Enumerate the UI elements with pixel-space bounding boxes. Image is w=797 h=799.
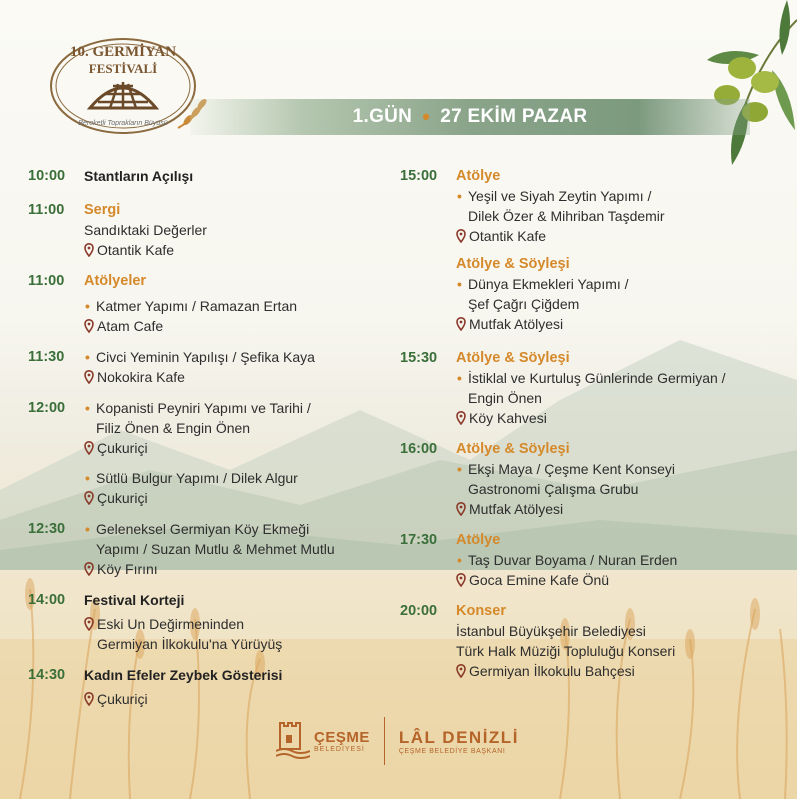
event-row	[400, 166, 780, 334]
bullet-icon: •	[457, 188, 462, 204]
location-text: Köy Kahvesi	[469, 410, 547, 426]
event-location	[84, 367, 378, 387]
event-item	[456, 459, 780, 479]
schedule-left-column	[28, 166, 378, 720]
event-location	[456, 499, 780, 519]
event-location	[456, 226, 780, 246]
event-item	[456, 550, 780, 570]
location-text: Eski Un Değirmeninden	[97, 616, 245, 632]
event-item-cont	[84, 539, 378, 559]
event-item-text: Dünya Ekmekleri Yapımı /	[468, 276, 629, 292]
cesme-subtitle: BELEDİYESİ	[314, 746, 365, 753]
bullet-icon: •	[85, 349, 90, 365]
event-item-text: Kopanisti Peyniri Yapımı ve Tarihi /	[96, 400, 311, 416]
event-location	[456, 314, 780, 334]
event-time: 14:30	[28, 667, 66, 683]
event-time: 12:30	[28, 521, 66, 537]
event-item-text: Geleneksel Germiyan Köy Ekmeği	[96, 521, 310, 537]
logo-line1: 10. GERMİYAN	[69, 44, 177, 60]
event-item	[84, 296, 378, 316]
location-text: Köy Fırını	[97, 561, 158, 577]
event-item	[456, 274, 780, 294]
banner-day: 1.GÜN	[352, 106, 413, 127]
event-row	[400, 601, 780, 681]
event-category: Atölye & Söyleşi	[456, 350, 570, 366]
event-category: Atölye	[456, 168, 501, 184]
event-row	[28, 519, 378, 579]
event-item	[84, 468, 378, 488]
location-pin-icon	[84, 441, 94, 455]
bullet-icon: •	[457, 552, 462, 568]
event-time: 14:00	[28, 592, 66, 608]
event-row	[28, 200, 378, 260]
event-location	[84, 689, 378, 709]
event-item-text: Filiz Önen & Engin Önen	[96, 420, 251, 436]
event-title: Stantların Açılışı	[84, 168, 194, 184]
day-banner	[190, 99, 750, 135]
bullet-icon: •	[457, 276, 462, 292]
location-pin-icon	[456, 229, 466, 243]
bullet-icon: •	[85, 298, 90, 314]
event-row	[400, 530, 780, 590]
location-pin-icon	[456, 664, 466, 678]
event-item-cont	[84, 418, 378, 438]
event-item-cont	[456, 294, 780, 314]
location-pin-icon	[456, 317, 466, 331]
event-time: 16:00	[400, 441, 438, 457]
location-text: Otantik Kafe	[97, 242, 175, 258]
event-item	[456, 186, 780, 206]
location-text: Çukuriçi	[97, 490, 148, 506]
event-time: 11:00	[28, 273, 65, 289]
event-location	[84, 559, 378, 579]
event-row	[28, 347, 378, 387]
location-text: Germiyan İlkokulu'na Yürüyüş	[97, 636, 283, 652]
event-item-text: Yapımı / Suzan Mutlu & Mehmet Mutlu	[96, 541, 335, 557]
event-item-text: Yeşil ve Siyah Zeytin Yapımı /	[468, 188, 652, 204]
event-item	[84, 347, 378, 367]
event-category: Atölyeler	[84, 273, 147, 289]
event-item	[84, 398, 378, 418]
location-text: Otantik Kafe	[469, 228, 547, 244]
logo-tagline: Bereketli Toprakların Büyüsü	[78, 120, 168, 127]
bullet-icon: •	[85, 521, 90, 537]
event-location	[456, 570, 780, 590]
bullet-icon: •	[457, 370, 462, 386]
location-text: Çukuriçi	[97, 440, 148, 456]
event-line: Türk Halk Müziği Topluluğu Konseri	[456, 643, 676, 659]
event-time: 15:30	[400, 350, 438, 366]
mayor-title: ÇEŞME BELEDİYE BAŞKANI	[398, 747, 506, 755]
event-item-text: Gastronomi Çalışma Grubu	[468, 481, 639, 497]
logo-line2: FESTİVALİ	[88, 61, 158, 76]
event-item	[84, 519, 378, 539]
location-pin-icon	[84, 370, 94, 384]
event-time: 15:00	[400, 168, 438, 184]
location-text: Atam Cafe	[97, 318, 164, 334]
location-pin-icon	[456, 573, 466, 587]
banner-date: 27 EKİM PAZAR	[440, 106, 588, 127]
event-item-text: Sütlü Bulgur Yapımı / Dilek Algur	[96, 470, 298, 486]
location-text: Germiyan İlkokulu Bahçesi	[469, 663, 635, 679]
event-time: 17:30	[400, 532, 438, 548]
event-location	[84, 240, 378, 260]
event-row	[400, 439, 780, 519]
event-item-text: Katmer Yapımı / Ramazan Ertan	[96, 298, 298, 314]
event-item-cont	[456, 479, 780, 499]
location-text: Goca Emine Kafe Önü	[469, 572, 610, 588]
location-pin-icon	[456, 411, 466, 425]
location-pin-icon	[84, 491, 94, 505]
olive-branch-decoration	[687, 0, 797, 175]
event-category: Atölye & Söyleşi	[456, 441, 570, 457]
event-location	[84, 438, 378, 458]
event-title: Festival Korteji	[84, 592, 185, 608]
event-item-text: İstiklal ve Kurtuluş Günlerinde Germiyan /	[468, 370, 726, 386]
bullet-icon: •	[85, 470, 90, 486]
bullet-icon: •	[457, 461, 462, 477]
event-row	[28, 271, 378, 336]
event-item-text: Ekşi Maya / Çeşme Kent Konseyi	[468, 461, 675, 477]
event-time: 20:00	[400, 603, 438, 619]
event-title: Kadın Efeler Zeybek Gösterisi	[84, 667, 283, 683]
event-time: 10:00	[28, 168, 66, 184]
event-item-text: Dilek Özer & Mihriban Taşdemir	[468, 208, 665, 224]
banner-dot: •	[422, 104, 431, 129]
location-text: Mutfak Atölyesi	[469, 501, 564, 517]
event-item-text: Taş Duvar Boyama / Nuran Erden	[468, 552, 678, 568]
event-time: 11:30	[28, 349, 65, 365]
castle-icon	[276, 721, 310, 761]
location-pin-icon	[84, 692, 94, 706]
location-pin-icon	[84, 243, 94, 257]
event-category: Konser	[456, 603, 506, 619]
event-time: 12:00	[28, 400, 66, 416]
mayor-signature	[399, 728, 519, 755]
footer-divider	[384, 717, 385, 765]
event-line: Sandıktaki Değerler	[84, 222, 207, 238]
event-row	[28, 166, 378, 186]
event-category: Sergi	[84, 202, 121, 218]
event-category: Atölye	[456, 532, 501, 548]
event-location	[84, 316, 378, 336]
location-pin-icon	[84, 617, 94, 631]
location-pin-icon	[84, 319, 94, 333]
location-text: Nokokira Kafe	[97, 369, 185, 385]
event-location	[456, 408, 780, 428]
event-row	[28, 590, 378, 654]
cesme-name: ÇEŞME	[314, 729, 370, 746]
event-line: İstanbul Büyükşehir Belediyesi	[456, 623, 646, 639]
event-location-cont	[84, 634, 378, 654]
bullet-icon: •	[85, 400, 90, 416]
cesme-belediyesi-logo	[276, 721, 370, 761]
event-item-text: Civci Yeminin Yapılışı / Şefika Kaya	[96, 349, 315, 365]
footer-logos	[276, 716, 519, 766]
event-category: Atölye & Söyleşi	[456, 256, 570, 272]
event-location	[84, 614, 378, 634]
event-item-text: Engin Önen	[468, 390, 542, 406]
location-pin-icon	[456, 502, 466, 516]
event-item-cont	[456, 206, 780, 226]
event-item	[456, 368, 780, 388]
event-item-cont	[456, 388, 780, 408]
event-row	[400, 348, 780, 428]
event-item-text: Şef Çağrı Çiğdem	[468, 296, 580, 312]
event-row	[28, 665, 378, 709]
location-pin-icon	[84, 562, 94, 576]
event-location	[84, 488, 378, 508]
location-text: Çukuriçi	[97, 691, 148, 707]
event-time: 11:00	[28, 202, 65, 218]
mayor-name: LÂL DENİZLİ	[398, 727, 519, 747]
location-text: Mutfak Atölyesi	[469, 316, 564, 332]
event-row	[28, 398, 378, 508]
schedule-right-column	[400, 166, 780, 692]
event-location	[456, 661, 780, 681]
